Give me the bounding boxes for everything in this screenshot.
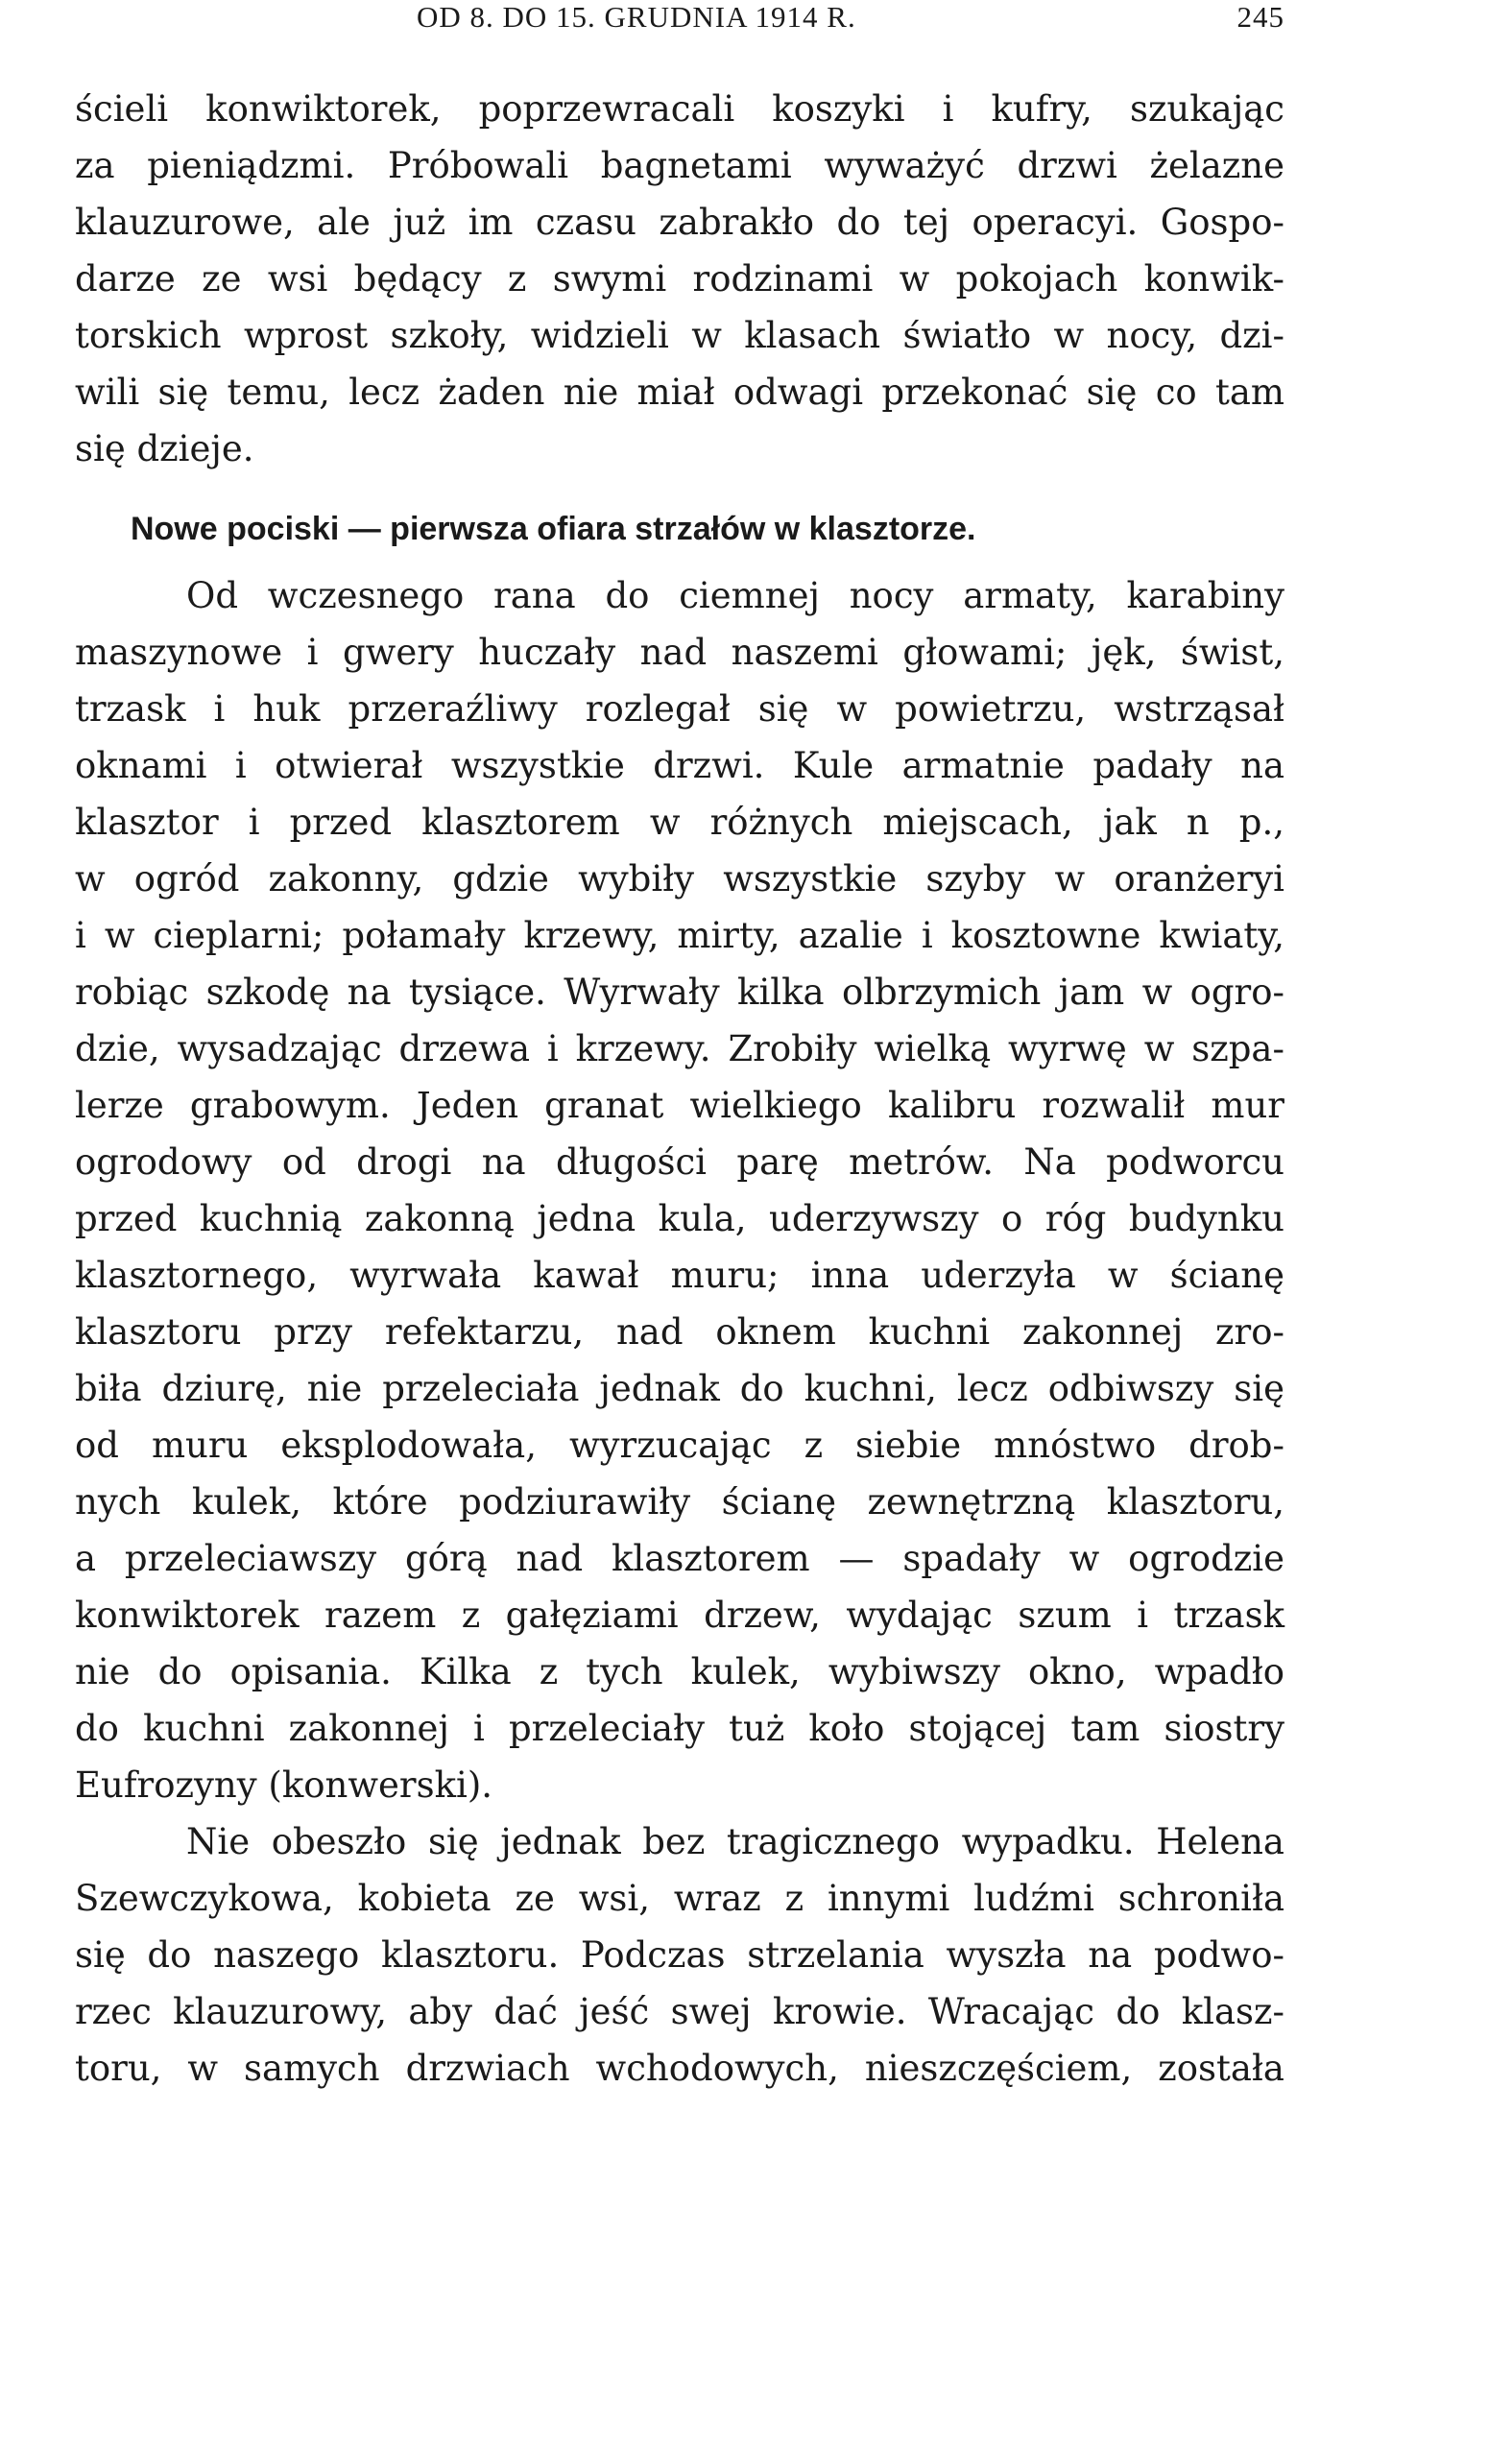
text-line: torskich wprost szkoły, widzieli w klasach światło w nocy, dzi- — [75, 315, 1284, 356]
text-line: trzask i huk przeraźliwy rozlegał się w powietrzu, wstrząsał — [75, 688, 1284, 730]
text-line: konwiktorek razem z gałęziami drzew, wydając szum i trzask — [75, 1595, 1284, 1636]
text-line: za pieniądzmi. Próbowali bagnetami wyważyć drzwi żelazne — [75, 145, 1284, 186]
section-heading: Nowe pociski — pierwsza ofiara strzałów w klasztorze. — [131, 511, 976, 547]
running-title: OD 8. DO 15. GRUDNIA 1914 R. — [417, 0, 856, 34]
text-line: robiąc szkodę na tysiące. Wyrwały kilka olbrzymich jam w ogro- — [75, 972, 1284, 1013]
text-line: i w cieplarni; połamały krzewy, mirty, azalie i kosztowne kwiaty, — [75, 915, 1284, 956]
text-line: toru, w samych drzwiach wchodowych, nieszczęściem, została — [75, 2048, 1284, 2089]
text-line: się dzieje. — [75, 428, 254, 469]
page-number: 245 — [1236, 0, 1284, 34]
text-line: Eufrozyny (konwerski). — [75, 1764, 493, 1806]
text-line: się do naszego klasztoru. Podczas strzelania wyszła na podwo- — [75, 1934, 1284, 1976]
paragraph-2 — [75, 567, 1284, 1813]
text-line: wili się temu, lecz żaden nie miał odwagi przekonać się co tam — [75, 372, 1284, 413]
text-line: biła dziurę, nie przeleciała jednak do kuchni, lecz odbiwszy się — [75, 1368, 1284, 1409]
text-line: maszynowe i gwery huczały nad naszemi głowami; jęk, świst, — [75, 632, 1284, 673]
text-line: dzie, wysadzając drzewa i krzewy. Zrobiły wielką wyrwę w szpa- — [75, 1028, 1284, 1069]
body-text — [75, 81, 1284, 2097]
text-line: przed kuchnią zakonną jedna kula, uderzywszy o róg budynku — [75, 1198, 1284, 1239]
paragraph-1 — [75, 81, 1284, 477]
text-line: darze ze wsi będący z swymi rodzinami w pokojach konwik- — [75, 258, 1284, 300]
text-line: klasztor i przed klasztorem w różnych miejscach, jak n p., — [75, 802, 1284, 843]
text-line: ogrodowy od drogi na długości parę metrów. Na podworcu — [75, 1141, 1284, 1183]
running-header — [75, 0, 1284, 38]
text-line: Szewczykowa, kobieta ze wsi, wraz z innymi ludźmi schroniła — [75, 1878, 1284, 1919]
text-line: lerze grabowym. Jeden granat wielkiego kalibru rozwalił mur — [75, 1085, 1284, 1126]
text-line: klauzurowe, ale już im czasu zabrakło do tej operacyi. Gospo- — [75, 202, 1284, 243]
text-line: nie do opisania. Kilka z tych kulek, wybiwszy okno, wpadło — [75, 1651, 1284, 1692]
text-line: oknami i otwierał wszystkie drzwi. Kule armatnie padały na — [75, 745, 1284, 786]
text-line: ścieli konwiktorek, poprzewracali koszyki i kufry, szukając — [75, 88, 1284, 130]
text-line: do kuchni zakonnej i przeleciały tuż koło stojącej tam siostry — [75, 1708, 1284, 1749]
text-line: a przeleciawszy górą nad klasztorem — spadały w ogrodzie — [75, 1538, 1284, 1579]
paragraph-3 — [75, 1813, 1284, 2097]
text-line: klasztornego, wyrwała kawał muru; inna uderzyła w ścianę — [75, 1255, 1284, 1296]
text-line: Nie obeszło się jednak bez tragicznego wypadku. Helena — [186, 1821, 1284, 1862]
text-line: rzec klauzurowy, aby dać jeść swej krowie. Wracając do klasz- — [75, 1991, 1284, 2032]
text-line: od muru eksplodowała, wyrzucając z siebie mnóstwo drob- — [75, 1425, 1284, 1466]
text-line: Od wczesnego rana do ciemnej nocy armaty, karabiny — [186, 575, 1284, 616]
text-line: w ogród zakonny, gdzie wybiły wszystkie szyby w oranżeryi — [75, 858, 1284, 900]
text-line: klasztoru przy refektarzu, nad oknem kuchni zakonnej zro- — [75, 1311, 1284, 1353]
text-line: nych kulek, które podziurawiły ścianę zewnętrzną klasztoru, — [75, 1481, 1284, 1523]
